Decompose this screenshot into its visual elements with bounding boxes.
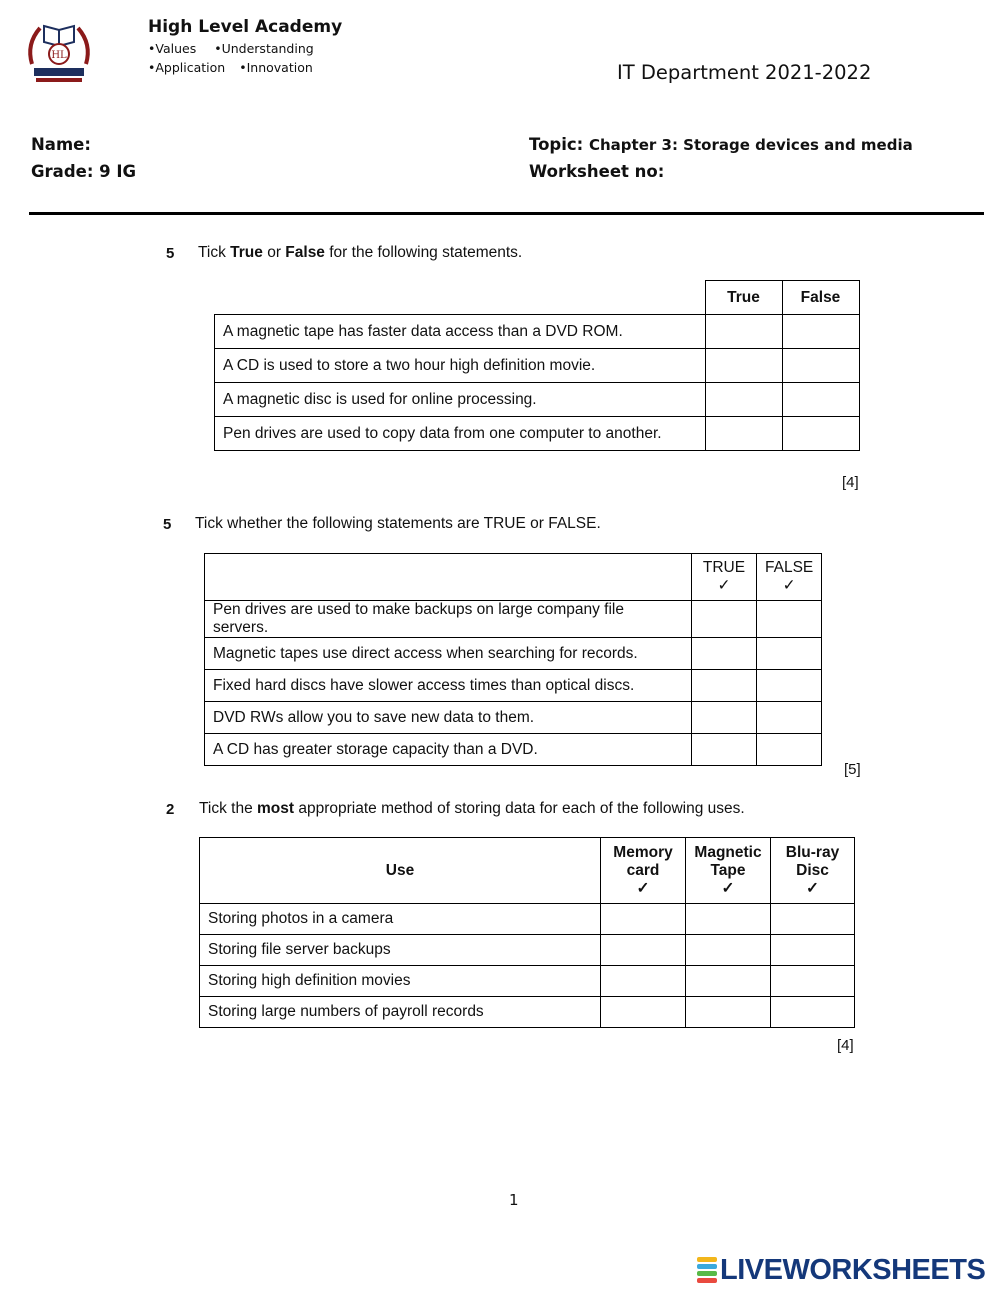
department-title: IT Department 2021-2022: [617, 61, 872, 84]
check-icon: ✓: [721, 879, 735, 897]
header-divider: [29, 212, 984, 215]
q3-bluray-cell[interactable]: [771, 997, 855, 1028]
q2-true-cell[interactable]: [692, 702, 757, 734]
q1-header-false: False: [782, 281, 859, 315]
q1-true-cell[interactable]: [705, 315, 782, 349]
q1-number: 5: [166, 245, 175, 262]
q1-true-cell[interactable]: [705, 383, 782, 417]
values-line: [148, 41, 332, 56]
q2-statement: A CD has greater storage capacity than a DVD.: [205, 734, 692, 766]
q3-header-label: Disc: [796, 861, 829, 879]
q2-statement: DVD RWs allow you to save new data to them.: [205, 702, 692, 734]
q1-header-true: True: [705, 281, 782, 315]
q2-true-cell[interactable]: [692, 734, 757, 766]
check-icon: ✓: [806, 879, 819, 897]
table-row: [215, 383, 860, 417]
table-row: [205, 734, 822, 766]
q2-statement: Pen drives are used to make backups on large company file servers.: [205, 601, 692, 638]
q1-statement: Pen drives are used to copy data from one computer to another.: [215, 417, 706, 451]
q2-number: 5: [163, 516, 172, 533]
q1-text: for the following statements.: [324, 244, 523, 261]
q3-memory-card-cell[interactable]: [601, 966, 686, 997]
academy-logo: [22, 14, 96, 88]
q2-marks: [5]: [844, 761, 861, 778]
table-row: [200, 935, 855, 966]
q2-statement: Fixed hard discs have slower access times than optical discs.: [205, 670, 692, 702]
check-icon: ✓: [782, 577, 796, 594]
table-row: [200, 997, 855, 1028]
q3-header-magnetic-tape: [686, 838, 771, 904]
q3-use: Storing high definition movies: [200, 966, 601, 997]
q2-table: [204, 553, 822, 766]
table-row: [205, 702, 822, 734]
q3-text: Tick the: [199, 800, 257, 817]
q3-text-bold: most: [257, 800, 295, 817]
table-row: [205, 601, 822, 638]
table-row: [215, 349, 860, 383]
table-row: [215, 315, 860, 349]
topic-line: [529, 135, 913, 154]
q3-text: appropriate method of storing data for each of the following uses.: [294, 800, 745, 817]
q1-text: Tick: [198, 244, 231, 261]
q2-header-empty: [205, 554, 692, 601]
q2-true-cell[interactable]: [692, 601, 757, 638]
liveworksheets-brand: LIVEWORKSHEETS: [720, 1253, 986, 1286]
q1-marks: [4]: [842, 474, 859, 491]
value-item: •Values: [148, 41, 197, 56]
q3-header-label: Memory: [613, 843, 673, 861]
check-icon: ✓: [636, 879, 650, 897]
table-row: [200, 966, 855, 997]
name-label: Name:: [31, 135, 91, 154]
q2-false-cell[interactable]: [757, 702, 822, 734]
q3-magnetic-tape-cell[interactable]: [686, 904, 771, 935]
q1-text-true: True: [230, 244, 263, 261]
q2-false-cell[interactable]: [757, 670, 822, 702]
q2-instruction: Tick whether the following statements are TRUE or FALSE.: [195, 515, 601, 532]
q1-statement: A magnetic tape has faster data access than a DVD ROM.: [215, 315, 706, 349]
q3-memory-card-cell[interactable]: [601, 997, 686, 1028]
q3-header-memory-card: [601, 838, 686, 904]
liveworksheets-logo: [697, 1254, 985, 1286]
q2-header-false: [757, 554, 822, 601]
q3-magnetic-tape-cell[interactable]: [686, 966, 771, 997]
q3-memory-card-cell[interactable]: [601, 935, 686, 966]
q1-instruction: [198, 244, 522, 262]
q3-table: [199, 837, 855, 1028]
q2-statement: Magnetic tapes use direct access when searching for records.: [205, 638, 692, 670]
q3-header-use: Use: [200, 838, 601, 904]
topic-value: Chapter 3: Storage devices and media: [589, 136, 913, 154]
check-icon: ✓: [717, 577, 731, 594]
page-number: 1: [509, 1191, 519, 1209]
q1-false-cell[interactable]: [782, 417, 859, 451]
academy-name: High Level Academy: [148, 17, 343, 37]
topic-label: Topic:: [529, 135, 584, 154]
q2-true-cell[interactable]: [692, 670, 757, 702]
q2-false-cell[interactable]: [757, 638, 822, 670]
q3-bluray-cell[interactable]: [771, 966, 855, 997]
q2-false-cell[interactable]: [757, 734, 822, 766]
worksheet-number-label: Worksheet no:: [529, 162, 665, 181]
q3-number: 2: [166, 801, 175, 818]
q1-statement: A magnetic disc is used for online processing.: [215, 383, 706, 417]
q3-magnetic-tape-cell[interactable]: [686, 997, 771, 1028]
value-item: •Understanding: [214, 41, 314, 56]
q3-use: Storing file server backups: [200, 935, 601, 966]
q3-magnetic-tape-cell[interactable]: [686, 935, 771, 966]
q3-instruction: [199, 800, 745, 818]
value-item: •Application: [148, 60, 226, 75]
q2-header-false-label: FALSE: [765, 559, 814, 576]
q2-false-cell[interactable]: [757, 601, 822, 638]
q3-bluray-cell[interactable]: [771, 904, 855, 935]
q3-header-label: Blu-ray: [785, 843, 840, 861]
q3-header-label: Tape: [710, 861, 746, 879]
table-row: [205, 638, 822, 670]
q1-table: [214, 280, 860, 451]
q1-false-cell[interactable]: [782, 315, 859, 349]
q3-header-label: card: [626, 861, 660, 879]
q1-true-cell[interactable]: [705, 417, 782, 451]
value-item: •Innovation: [239, 60, 313, 75]
q1-header-empty: [215, 281, 706, 315]
q1-text: or: [262, 244, 286, 261]
q1-false-cell[interactable]: [782, 349, 859, 383]
q3-bluray-cell[interactable]: [771, 935, 855, 966]
q1-true-cell[interactable]: [705, 349, 782, 383]
q3-header-bluray-disc: [771, 838, 855, 904]
grade-label: Grade: 9 IG: [31, 162, 137, 181]
table-row: [205, 670, 822, 702]
q3-use: Storing photos in a camera: [200, 904, 601, 935]
application-line: [148, 60, 327, 75]
liveworksheets-blocks-icon: [697, 1256, 717, 1284]
table-row: [215, 417, 860, 451]
q1-text-false: False: [285, 244, 325, 261]
q1-statement: A CD is used to store a two hour high definition movie.: [215, 349, 706, 383]
q2-header-true: [692, 554, 757, 601]
q1-false-cell[interactable]: [782, 383, 859, 417]
q2-header-true-label: TRUE: [702, 559, 746, 576]
q3-marks: [4]: [837, 1037, 854, 1054]
q3-header-label: Magnetic: [694, 843, 762, 861]
q2-true-cell[interactable]: [692, 638, 757, 670]
q3-memory-card-cell[interactable]: [601, 904, 686, 935]
q3-use: Storing large numbers of payroll records: [200, 997, 601, 1028]
svg-text:HL: HL: [51, 50, 67, 61]
table-row: [200, 904, 855, 935]
